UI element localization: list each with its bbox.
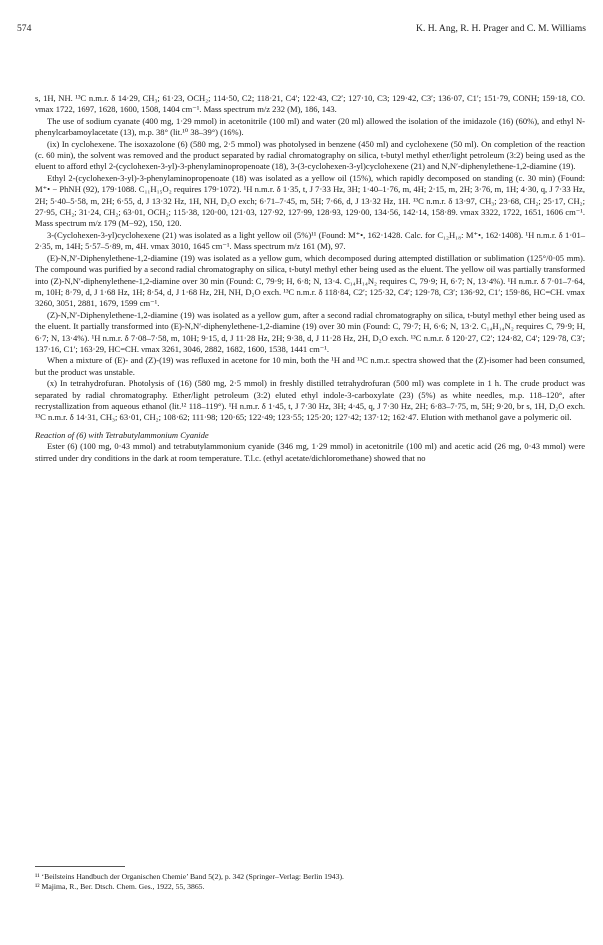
- page-header: [17, 22, 586, 36]
- paragraph-cyclohexene: (ix) In cyclohexene. The isoxazolone (6) (580 mg, 2·5 mmol) was photolysed in benzene (450 ml) and cyclohexene (50 ml). On completion of the reaction (c. 60 min), the solvent was removed and the product separated by radial chromatography on silica, t-butyl methyl ether/light petroleum (3:2) being used as the eluent to afford ethyl 2-(cyclohexen-3-yl)-3-phenylaminopropenoate (18), 3-(3-cyclohexen-3-yl)cyclohexene (21) and N,N′-diphenylethene-1,2-diamine (19).: [35, 138, 585, 172]
- footnote-rule: [35, 866, 125, 867]
- paragraph-sodium-cyanate: The use of sodium cyanate (400 mg, 1·29 mmol) in acetonitrile (100 ml) and water (20 ml) allowed the isolation of the imidazole (16) (60%), and ethyl N-phenylcarbamoylacetate (13), m.p. 38° (lit.¹⁰ 38–39°) (16%).: [35, 115, 585, 138]
- paragraph-compound-21: 3-(Cyclohexen-3-yl)cyclohexene (21) was isolated as a light yellow oil (5%)¹¹ (Found: M⁺•, 162·1428. Calc. for C₁₂H₁₈: M⁺•, 162·1408). ¹H n.m.r. δ 1·01–2·35, m, 14H; 5·57–5·89, m, 4H. νmax 3010, 1645 cm⁻¹. Mass spectrum m/z 161 (M), 97.: [35, 229, 585, 252]
- running-head-authors: K. H. Ang, R. H. Prager and C. M. Williams: [416, 23, 586, 34]
- page-number: 574: [17, 23, 32, 34]
- paragraph-isomer-mixture: When a mixture of (E)- and (Z)-(19) was refluxed in acetone for 10 min, both the ¹H and ¹³C n.m.r. spectra showed that the (Z)-isomer had been consumed, but the product was unstable.: [35, 355, 585, 377]
- paragraph-compound-18: Ethyl 2-(cyclohexen-3-yl)-3-phenylaminopropenoate (18) was isolated as a yellow oil (15%), which rapidly decomposed on standing (c. 30 min) (Found: M⁺• − PhNH (92), 179·1088. C₁₁H₁₅O₂ requires 179·1072). ¹H n.m.r. δ 1·35, t, J 7·33 Hz, 3H; 1·40–1·76, m, 4H; 2·15, m, 2H; 3·76, m, 1H; 4·30, q, J 7·33 Hz, 2H; 5·40–5·58, m, 2H; 6·55, d, J 13·32 Hz, 1H, NH, D₂O exch; 6·71–7·45, m, 5H; 7·66, d, J 13·32 Hz, 1H. ¹³C n.m.r. δ 13·97, CH₃; 23·68, CH₂; 25·17, CH₂; 27·95, CH₂; 31·24, CH₂; 63·01, OCH₂; 115·38, 120·00, 121·03, 127·92, 127·99, 128·93, 129·00, 134·56, 142·14, 158·89. νmax 3322, 1722, 1651, 1606 cm⁻¹. Mass spectrum m/z 179 (M−92), 150, 120.: [35, 172, 585, 229]
- paragraph-z-isomer-19: (Z)-N,N′-Diphenylethene-1,2-diamine (19) was isolated as a yellow gum, after a second radial chromatography on silica, t-butyl methyl ether being used as the eluent. It partially transformed into (E)-N,N′-diphenylethene-1,2-diamine (19) over 30 min (Found: C, 79·7; H, 6·6; N, 13·2. C₁₄H₁₄N₂ requires C, 79·9; H, 6·7; N, 13·4%). ¹H n.m.r. δ 7·08–7·58, m, 10H; 9·15, d, J 11·28 Hz, 2H; 9·38, d, J 11·28 Hz, 2H, D₂O exch. ¹³C n.m.r. δ 120·27, C2′; 124·82, C4′; 129·78, C3′; 137·16, C1′; 163·29, HC=CH. νmax 3261, 3046, 2882, 1682, 1600, 1538, 1441 cm⁻¹.: [35, 309, 585, 354]
- paragraph-continued-nmr-data: s, 1H, NH. ¹³C n.m.r. δ 14·29, CH₃; 61·23, OCH₂; 114·50, C2; 118·21, C4′; 122·43, C2′; 127·10, C3; 129·42, C3′; 136·07, C1′; 151·79, CONH; 159·18, CO. νmax 1722, 1697, 1628, 1600, 1508, 1404 cm⁻¹. Mass spectrum m/z 232 (M), 186, 143.: [35, 93, 585, 115]
- paragraph-e-isomer-19: (E)-N,N′-Diphenylethene-1,2-diamine (19) was isolated as a yellow gum, which decomposed during attempted distillation or sublimation (125°/0·05 mm). The compound was purified by a second radial chromatography on silica, t-butyl methyl ether being used as the eluent. The yellow oil was partially transformed into (Z)-N,N′-diphenylethene-1,2-diamine over 30 min (Found: C, 79·9; H, 6·8; N, 13·4. C₁₄H₁₄N₂ requires C, 79·9; H, 6·7; N, 13·4%). ¹H n.m.r. δ 7·01–7·64, m, 10H; 8·79, d, J 1·68 Hz, 1H; 8·54, d, J 1·68 Hz, 2H, NH, D₂O exch. ¹³C n.m.r. δ 118·84, C2′; 125·32, C4′; 129·78, C3′; 136·92, C1′; 159·86, HC=CH. νmax 3260, 3051, 2881, 1679, 1599 cm⁻¹.: [35, 252, 585, 309]
- footnotes: [35, 872, 585, 892]
- main-text: [35, 93, 585, 464]
- section-heading: Reaction of (6) with Tetrabutylammonium Cyanide: [35, 429, 209, 440]
- footnote-11: ¹¹ ‘Beilsteins Handbuch der Organischen Chemie’ Band 5(2), p. 342 (Springer–Verlag: Berlin 1943).: [35, 872, 344, 881]
- paragraph-cyanide-reaction: Ester (6) (100 mg, 0·43 mmol) and tetrabutylammonium cyanide (346 mg, 1·29 mmol) in acetonitrile (100 ml) and acetic acid (26 mg, 0·43 mmol) were stirred under dry conditions in the dark at room temperature. T.l.c. (ethyl acetate/dichloromethane) showed that no: [35, 441, 585, 463]
- footnote-12: ¹² Majima, R., Ber. Dtsch. Chem. Ges., 1922, 55, 3865.: [35, 882, 205, 892]
- paragraph-tetrahydrofuran: (x) In tetrahydrofuran. Photolysis of (16) (580 mg, 2·5 mmol) in freshly distilled tetrahydrofuran (500 ml) was complete in 1 h. The crude product was separated by radial chromatography. Ether/light petroleum (3:2) eluted ethyl indole-3-carboxylate (23) (5%) as white needles, m.p. 118–120°, after recrystallization from aqueous ethanol (lit.¹² 118–119°). ¹H n.m.r. δ 1·45, t, J 7·30 Hz, 3H; 4·45, q, J 7·30 Hz, 2H; 6·83–7·75, m, 5H; 9·20, br s, 1H, D₂O exch. ¹³C n.m.r. δ 14·31, CH₃; 63·01, CH₂; 108·62; 111·98; 120·65; 122·49; 123·55; 125·20; 127·42; 137·12; 162·47. Elution with methanol gave a polymeric oil.: [35, 378, 585, 423]
